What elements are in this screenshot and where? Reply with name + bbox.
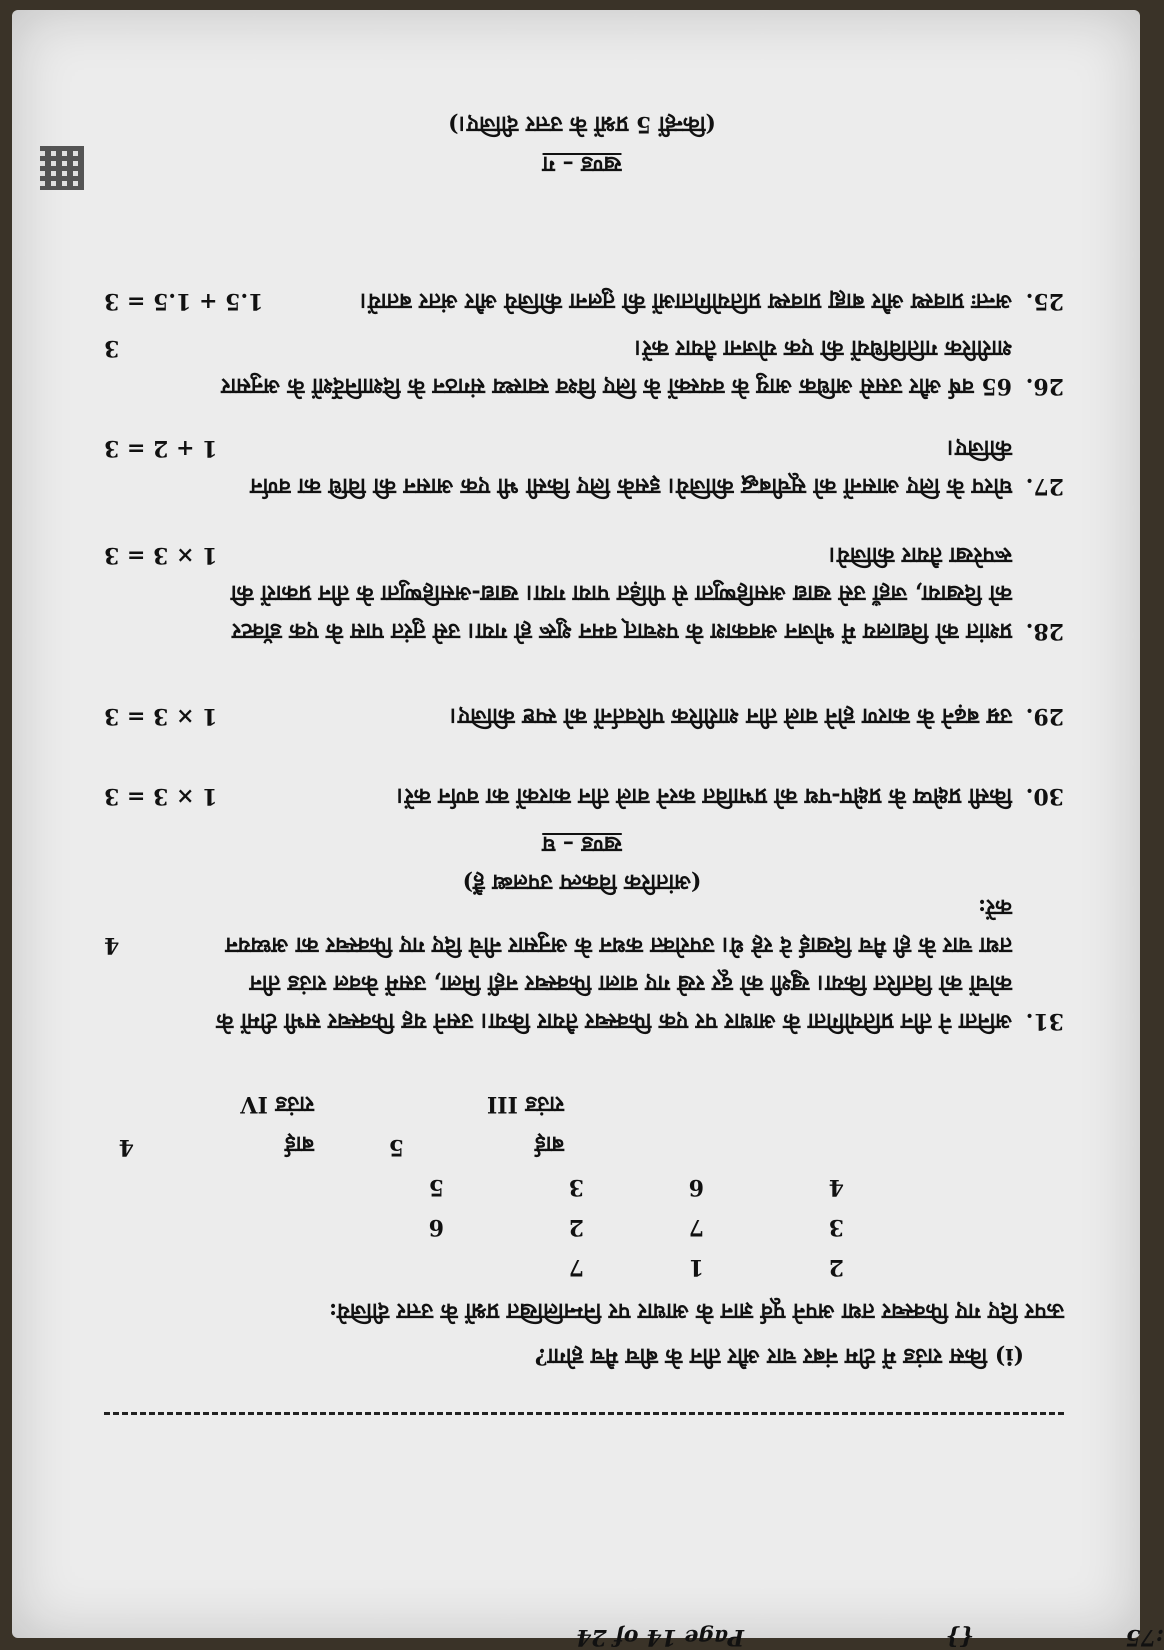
question-text: उम्र बढ़ने के कारण होने वाले तीन शारीरिक परिवर्तनों को स्पष्ट कीजिए।	[449, 703, 1012, 729]
round-iv-label: राउंड IV	[240, 1091, 314, 1117]
question-number: 29.	[1025, 703, 1064, 729]
question-text: किसी प्रक्षेप्य के प्रक्षेप-पथ को प्रभावित करने वाले तीन कारकों का वर्णन करें।	[396, 783, 1012, 809]
team-cell: 1	[688, 1254, 704, 1280]
question-number: 28.	[1025, 618, 1064, 644]
question-number: 27.	[1025, 473, 1064, 499]
team-cell: 4	[118, 1134, 134, 1160]
question-marks: 1 + 2 = 3	[104, 435, 218, 461]
page-number: Page 14 of 24	[576, 1624, 744, 1650]
round-iii-label: राउंड III	[486, 1091, 564, 1117]
question-marks: 4	[104, 932, 120, 958]
footer-divider	[104, 1412, 1064, 1415]
team-cell: 4	[828, 1174, 844, 1200]
footer-brace: {}	[945, 1624, 974, 1650]
team-cell: 5	[388, 1134, 404, 1160]
question-marks: 1.5 + 1.5 = 3	[104, 288, 264, 314]
question-text: प्रशांत को विद्यालय में भोजन अवकाश के पश्चात् वमन शुरू हो गया। उसे तुरंत पास के एक डॉक्टर को दिखाया, जहाँ उसे खाद्य असहिष्णुता से पीड़ित पाया गया। खाद्य-असहिष्णुता के तीन प्रकारों की रूपरेखा तैयार कीजिये।	[230, 542, 1012, 644]
team-cell: 7	[568, 1254, 584, 1280]
section-c-heading: खण्ड – ग	[542, 151, 622, 177]
bye-label: बाई	[534, 1131, 564, 1157]
team-cell: 3	[568, 1174, 584, 1200]
section-d-heading: खण्ड – घ	[542, 831, 622, 857]
team-cell: 2	[828, 1254, 844, 1280]
team-cell: 3	[828, 1214, 844, 1240]
team-cell: 5	[428, 1174, 444, 1200]
question-marks: 1 × 3 = 3	[104, 783, 218, 809]
question-marks: 1 × 3 = 3	[104, 703, 218, 729]
question-text: अनिता ने तीन प्रतियोगिता के आधार पर एक फिक्स्चर तैयार किया। उसने यह फिक्स्चर सभी टीमों के कोचों को वितरित किया। खुशी को दूर रखे गए वाला फिक्स्चर नहीं मिला, उसमें केवल राउंड तीन तथा चार के ही मैच दिखाई दे रहे थे। उपरोक्त कथन के अनुसार नीचे दिए गए फिक्स्चर का अध्ययन करें:	[216, 894, 1012, 1034]
team-cell: 7	[688, 1214, 704, 1240]
team-cell: 6	[688, 1174, 704, 1200]
question-marks: 1 × 3 = 3	[104, 542, 218, 568]
section-c-instruction: (किन्हीं 5 प्रश्नों के उत्तर दीजिए।)	[448, 111, 716, 137]
question-text: अन्तः प्रावस्थ और बाह्य प्रावस्थ प्रतियोगिताओं की तुलना कीजिये और अंतर बतायें।	[359, 288, 1012, 314]
team-cell: 2	[568, 1214, 584, 1240]
bye-label: बाई	[284, 1131, 314, 1157]
team-cell: 6	[428, 1214, 444, 1240]
exam-page: खण्ड – ग (किन्हीं 5 प्रश्नों के उत्तर दीजिए।) 25. अन्तः प्रावस्थ और बाह्य प्रावस्थ प्रतियोगिताओं की तुलना कीजिये और अंतर बतायें। 1.5 + 1.5 = 3 26. 65 वर्ष और उससे अधिक आयु के वयस्कों के लिए विश्व स्वास्थ्य संगठन के दिशानिर्देशों के अनुसार शारीरिक गतिविधियों की एक योजना तैयार करें। 3 27. घोरप के लिए आसनों को सूचीबद्ध कीजिये। इसके लिए किसी भी एक आसन की विधि का वर्णन कीजिए। 1 + 2 = 3 28. प्रशांत को विद्यालय में भोजन अवकाश के पश्चात् वमन शुरू हो गया। उसे तुरंत पास के एक डॉक्टर को दिखाया, जहाँ उसे खाद्य असहिष्णुता से पीड़ित पाया गया। खाद्य-असहिष्णुता के तीन प्रकारों की रूपरेखा तैयार कीजिये। 1 × 3 = 3 29. उम्र बढ़ने के कारण होने वाले तीन शारीरिक परिवर्तनों को स्पष्ट कीजिए। 1 × 3 = 3 30. किसी प्रक्षेप्य के प्रक्षेप-पथ को प्रभावित करने वाले तीन कारकों का वर्णन करें। 1 × 3 = 3 खण्ड – घ (आंतरिक विकल्प उपलब्ध हैं) 31. अनिता ने तीन प्रतियोगिता के आधार पर एक फिक्स्चर तैयार किया। उसने यह फिक्स्चर सभी टीमों के कोचों को वितरित किया। खुशी को दूर रखे गए वाला फिक्स्चर नहीं मिला, उसमें केवल राउंड तीन तथा चार के ही मैच दिखाई दे रहे थे। उपरोक्त कथन के अनुसार नीचे दिए गए फिक्स्चर का अध्ययन करें: 4 राउंड III राउंड IV बाई बाई 5 4 4 6 3 5 3 7 2 6 2 1 7 ऊपर दिए गए फिक्स्चर तथा अपने पूर्व ज्ञान के आधार पर निम्नलिखित प्रश्नों के उत्तर दीजिये: (i) किस राउंड में टीम नंबर चार और तीन के बीच मैच होगा? :75 {} Page 14 of 24	[0, 0, 1164, 1650]
question-number: 25.	[1025, 288, 1064, 314]
section-d-instruction: (आंतरिक विकल्प उपलब्ध हैं)	[462, 869, 702, 895]
question-number: 31.	[1025, 1008, 1064, 1034]
question-number: 26.	[1025, 373, 1064, 399]
question-text: घोरप के लिए आसनों को सूचीबद्ध कीजिये। इसके लिए किसी भी एक आसन की विधि का वर्णन कीजिए।	[250, 435, 1012, 499]
paper-code: :75	[1125, 1624, 1164, 1650]
question-marks: 3	[104, 335, 120, 361]
question-number: 30.	[1025, 783, 1064, 809]
question-text: 65 वर्ष और उससे अधिक आयु के वयस्कों के लिए विश्व स्वास्थ्य संगठन के दिशानिर्देशों के अनुसार शारीरिक गतिविधियों की एक योजना तैयार करें।	[221, 335, 1012, 399]
